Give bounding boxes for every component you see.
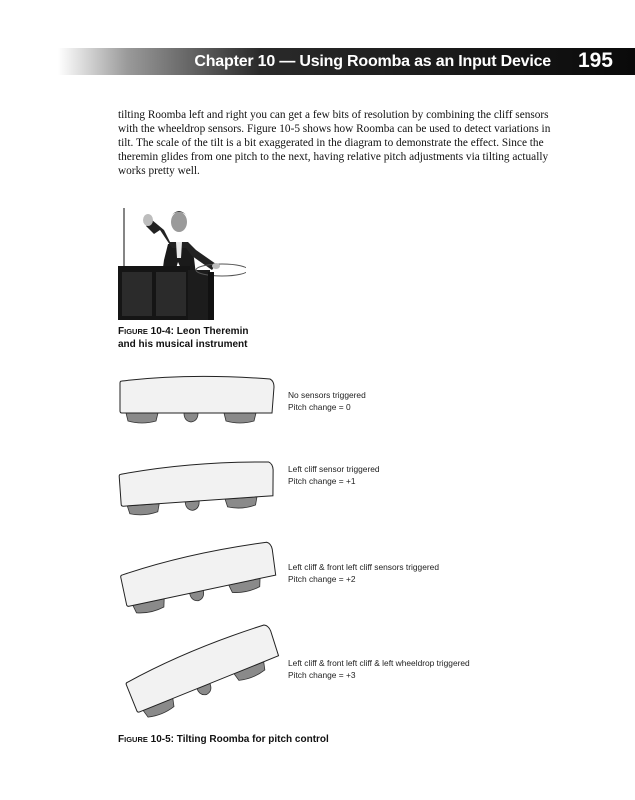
caption-text: Tilting Roomba for pitch control	[174, 734, 329, 745]
caption-text-line2: and his musical instrument	[118, 339, 248, 350]
page-number: 195	[577, 49, 613, 72]
roomba-tilt-3	[124, 621, 284, 722]
caption-initial: F	[118, 326, 125, 337]
caption-label-smallcaps: IGURE	[124, 735, 148, 744]
state-label-0	[288, 390, 366, 413]
pitch-text: Pitch change = 0	[288, 401, 351, 412]
state-label-2	[288, 562, 439, 585]
caption-text-line1: Leon Theremin	[174, 326, 249, 337]
pitch-text: Pitch change = +3	[288, 669, 356, 680]
sensors-text: Left cliff sensor triggered	[288, 464, 380, 474]
chapter-title: Chapter 10 — Using Roomba as an Input Device	[194, 53, 551, 70]
pitch-text: Pitch change = +2	[288, 573, 356, 584]
theremin-photo	[116, 200, 246, 320]
caption-initial: F	[118, 734, 125, 745]
tilt-diagram	[100, 365, 300, 735]
caption-label-smallcaps: IGURE	[124, 327, 148, 336]
body-paragraph: tilting Roomba left and right you can get a few bits of resolution by combining the cliff sensors with the wheeldrop sensors. Figure 10-5 shows how Roomba can be used to detect variations in tilt. The scale of the tilt is a bit exaggerated in the diagram to demonstrate the effect. Since the theremin glides from one pitch to the next, having relative pitch adjustments via tilting actually works pretty well.	[118, 109, 551, 177]
roomba-tilt-2	[119, 539, 279, 617]
roomba-level	[120, 376, 274, 423]
figure-10-5-caption	[118, 733, 378, 746]
state-label-3	[288, 658, 470, 681]
sensors-text: Left cliff & front left cliff & left wheeldrop triggered	[288, 658, 470, 668]
sensors-text: Left cliff & front left cliff sensors triggered	[288, 562, 439, 572]
sensors-text: No sensors triggered	[288, 390, 366, 400]
running-header	[58, 48, 635, 75]
state-label-1	[288, 464, 380, 487]
roomba-tilt-1	[119, 459, 276, 516]
caption-number: 10-5:	[147, 734, 174, 745]
figure-10-4-caption	[118, 325, 258, 351]
pitch-text: Pitch change = +1	[288, 475, 356, 486]
caption-number: 10-4:	[147, 326, 174, 337]
